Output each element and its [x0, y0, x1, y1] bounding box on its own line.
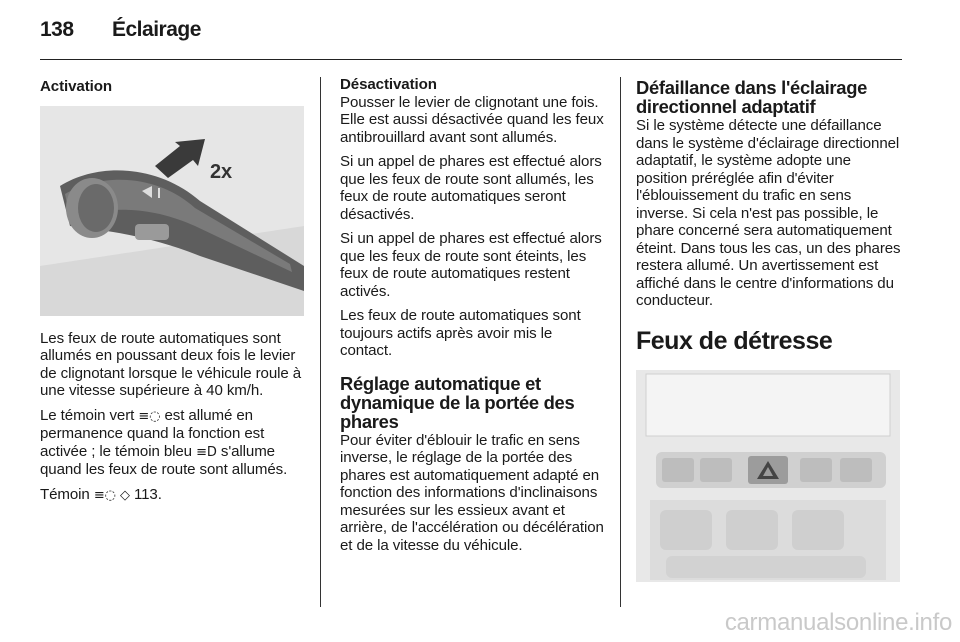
- text-run: est allumé en permanence quand la fonction est activée ; le témoin bleu: [40, 406, 265, 460]
- page-header: [40, 18, 201, 48]
- page-reference-icon[interactable]: ◇: [119, 487, 130, 503]
- section-heading-feux-de-detresse: Feux de détresse: [636, 326, 833, 355]
- paragraph: [40, 407, 305, 479]
- turn-signal-lever-illustration: [40, 106, 304, 316]
- paragraph: Si le système détecte une défaillance dans le système d'éclairage directionnel adaptatif, le système adopte une position préréglée afin d'éviter l'éblouissement du trafic en sens inverse. Si cela n'est pas possible, le phare concerné sera automatiquement éteint. Dans tous les cas, un des phares restera allumé. Un avertissement est affiché dans le centre d'informations du conducteur.: [636, 117, 901, 309]
- paragraph: Les feux de route automatiques sont toujours actifs après avoir mis le contact.: [340, 307, 581, 359]
- blue-indicator-icon: ≡D: [196, 444, 217, 460]
- column-3: [636, 76, 902, 582]
- indicator-icon: ≡◌: [93, 487, 116, 503]
- paragraph: Pour éviter d'éblouir le trafic en sens inverse, le réglage de la portée des phares est automatiquement adapté en fonction des informations d'inclinaisons mesurées sur les essieux avant et arrière, de l'accélération ou décélération et de la vitesse du véhicule.: [340, 431, 604, 554]
- text-run: s'allume quand les feux de route sont allumés.: [40, 442, 288, 478]
- column-divider-2: [620, 77, 621, 607]
- paragraph: Les feux de route automatiques sont allumés en poussant deux fois le levier de clignotant lorsque le véhicule roule à une vitesse supérieure à 40 km/h.: [40, 329, 302, 399]
- lever-figure: [40, 106, 304, 316]
- paragraph: Si un appel de phares est effectué alors que les feux de route sont éteints, les feux de route automatiques restent activés.: [340, 230, 602, 300]
- section-heading-defaillance: Défaillance dans l'éclairage directionnel adaptatif: [636, 77, 868, 117]
- column-1: [40, 76, 305, 511]
- paragraph: Si un appel de phares est effectué alors que les feux de route sont allumés, les feux de route automatiques seront désactivés.: [340, 153, 602, 223]
- text-run: Le témoin vert: [40, 406, 139, 424]
- text-run: Témoin: [40, 485, 94, 503]
- header-rule: [40, 59, 902, 60]
- page-number: 138: [40, 18, 74, 41]
- green-indicator-icon: ≡◌: [138, 408, 161, 424]
- column-divider-1: [320, 77, 321, 607]
- hazard-button-illustration: [636, 370, 900, 582]
- section-heading-desactivation: Désactivation: [340, 76, 437, 93]
- page-title: Éclairage: [112, 18, 201, 41]
- section-heading-activation: Activation: [40, 78, 112, 95]
- paragraph: [40, 486, 305, 505]
- page-reference-link[interactable]: 113.: [129, 485, 162, 503]
- watermark: carmanualsonline.info: [724, 609, 952, 636]
- paragraph: Pousser le levier de clignotant une fois. Elle est aussi désactivée quand les feux antibrouillard avant sont allumés.: [340, 93, 604, 146]
- hazard-panel-figure: [636, 370, 900, 582]
- figure-2x-label: 2x: [210, 160, 233, 183]
- column-2: [340, 76, 604, 561]
- section-heading-reglage: Réglage automatique et dynamique de la portée des phares: [340, 372, 575, 432]
